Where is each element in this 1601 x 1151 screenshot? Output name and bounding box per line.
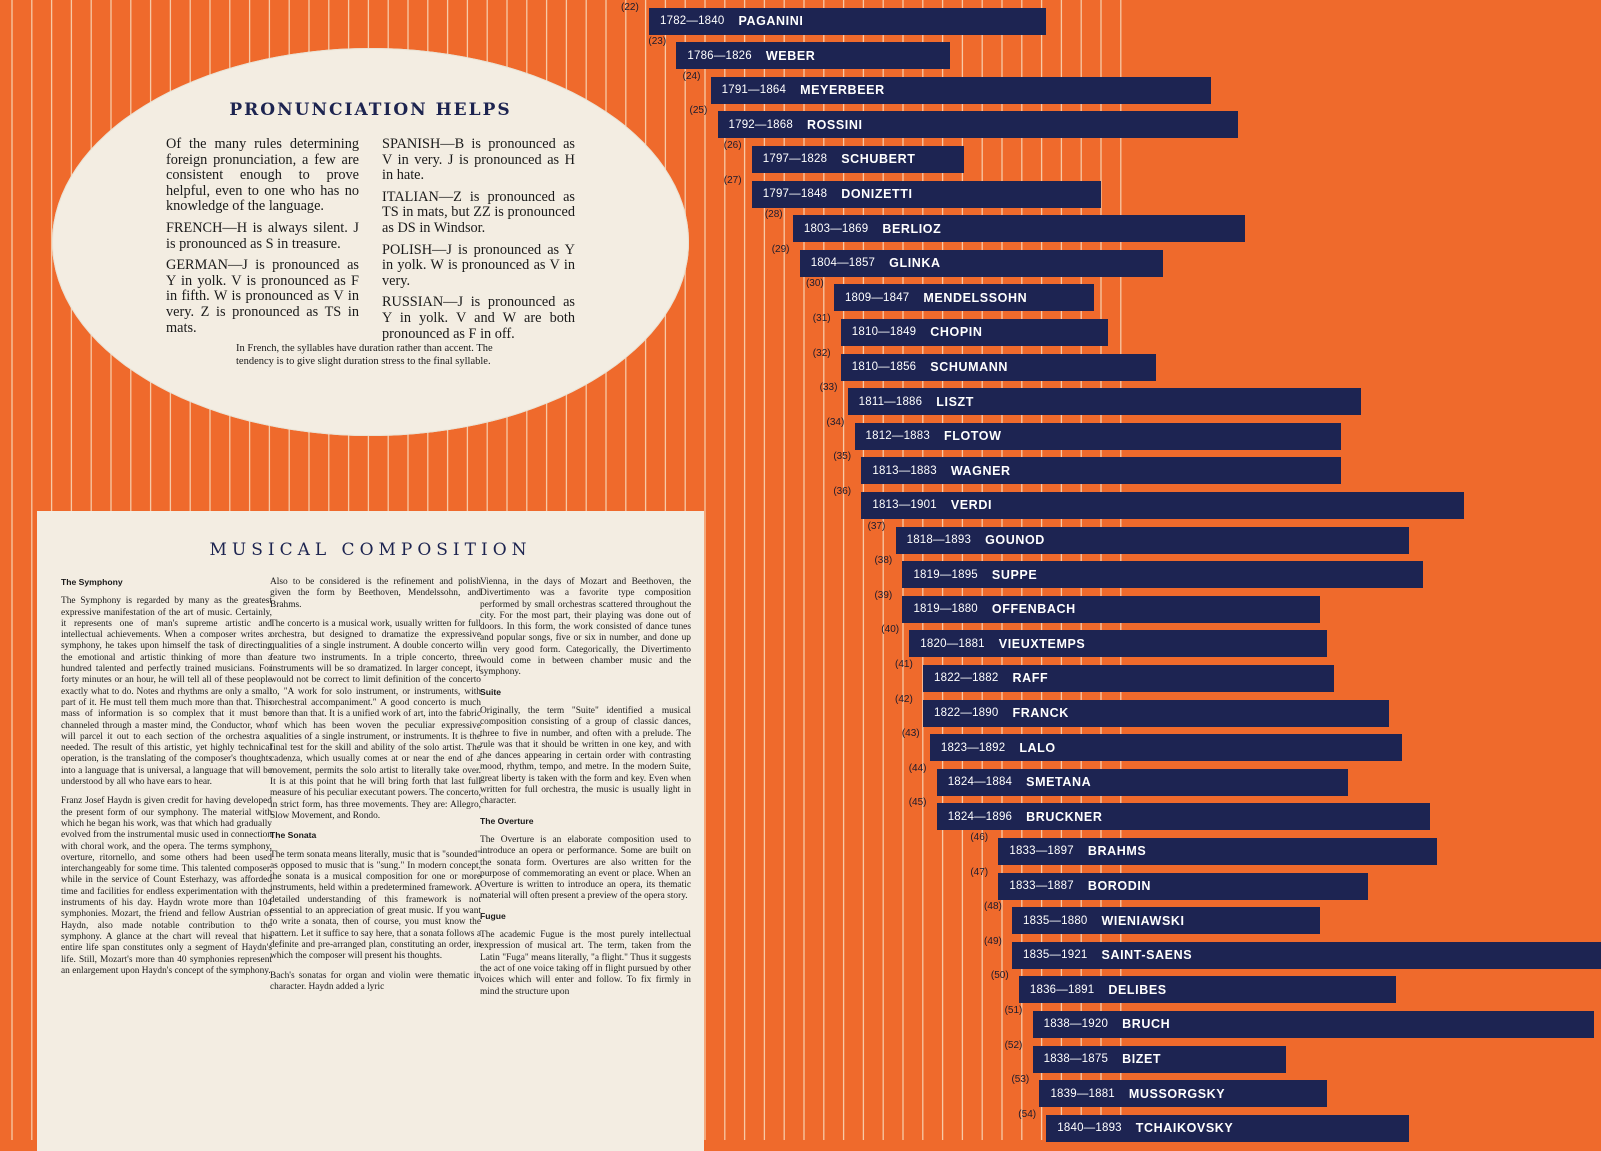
composer-years: 1822—1882 <box>934 672 999 685</box>
composer-rank: (48) <box>984 901 1002 913</box>
composer-years: 1797—1848 <box>762 188 828 200</box>
composer-bar <box>1033 1046 1286 1073</box>
composer-rank: (39) <box>874 589 893 601</box>
composer-name: WAGNER <box>950 463 1011 478</box>
composition-title: MUSICAL COMPOSITION <box>209 540 532 560</box>
composer-rank: (50) <box>990 970 1009 982</box>
composer-rank: (23) <box>648 36 667 48</box>
composer-rank: (52) <box>1004 1039 1023 1051</box>
composer-bar <box>930 734 1403 761</box>
composer-years: 1824—1896 <box>947 810 1013 823</box>
composition-column-1 <box>61 577 272 985</box>
composer-years: 1819—1895 <box>913 568 978 581</box>
pronunciation-title: PRONUNCIATION HELPS <box>229 100 512 120</box>
composer-name: SUPPE <box>991 567 1038 582</box>
pronunciation-polish: POLISH—J is pronounced as Y in yolk. W is pronounced as V in very. <box>382 241 575 289</box>
composer-bar <box>800 250 1163 277</box>
composer-years: 1810—1856 <box>851 361 917 373</box>
composer-years: 1786—1826 <box>687 49 752 62</box>
composer-years: 1791—1864 <box>721 84 787 97</box>
composer-bar <box>923 700 1389 727</box>
composer-rank: (22) <box>621 1 639 13</box>
composer-years: 1824—1884 <box>947 776 1013 789</box>
sonata-paragraph-2: Bach's sonatas for organ and violin were thematic in character. Haydn added a lyric <box>270 970 481 992</box>
composer-name: BERLIOZ <box>882 221 942 236</box>
composer-bar <box>676 42 950 69</box>
heading-symphony: The Symphony <box>61 577 123 587</box>
pronunciation-italian: ITALIAN—Z is pronounced as TS in mats, but ZZ is pronounced as DS in Windsor. <box>382 188 575 236</box>
overture-paragraph: The Overture is an elaborate composition used to introduce an opera or performance. Some are built on the sonata form. Overtures are also written for the purpose of commemorating an event or place. When an Overture is written to introduce an opera, its thematic material will often present a preview of the opera story. <box>480 834 691 902</box>
composer-rank: (40) <box>881 624 900 636</box>
composer-years: 1838—1920 <box>1043 1018 1109 1031</box>
composer-bar <box>841 354 1156 381</box>
heading-overture: The Overture <box>480 815 534 826</box>
composer-bar <box>998 838 1436 865</box>
composer-rank: (24) <box>682 70 701 82</box>
composer-rank: (49) <box>984 935 1002 947</box>
composer-bar <box>923 665 1334 692</box>
composer-name: MEYERBEER <box>800 83 885 98</box>
composer-rank: (35) <box>833 451 852 463</box>
composer-name: BORODIN <box>1087 879 1152 893</box>
composer-rank: (36) <box>833 485 852 497</box>
composer-bar <box>861 457 1341 484</box>
fugue-paragraph: The academic Fugue is the most purely intellectual expression of musical art. The term, taken from the Latin "Fuga" means literally, "a flight." Thus it suggests the act of one voice taking off in flight pursued by other voices which will enter and follow. To fix firmly in mind the structure upon <box>480 930 691 997</box>
composer-name: RAFF <box>1012 671 1049 686</box>
composer-bar <box>752 181 1101 208</box>
composer-bar <box>711 77 1211 104</box>
composition-column-3 <box>480 577 691 1006</box>
composer-name: GLINKA <box>889 256 941 271</box>
composer-name: BRUCKNER <box>1026 809 1103 824</box>
composer-bar <box>902 561 1423 588</box>
composer-years: 1809—1847 <box>844 291 910 304</box>
composer-name: VIEUXTEMPS <box>998 636 1086 651</box>
composer-name: DONIZETTI <box>841 187 913 201</box>
concerto-paragraph-1: Also to be considered is the refinement and polish given the form by Beethoven, Mendelssohn, and Brahms. <box>270 577 481 610</box>
composer-years: 1836—1891 <box>1029 983 1095 996</box>
composer-years: 1804—1857 <box>810 257 876 270</box>
composer-rank: (26) <box>723 139 742 151</box>
composer-bar <box>718 111 1239 138</box>
composer-bar <box>998 873 1368 900</box>
composer-years: 1803—1869 <box>803 222 869 235</box>
composer-rank: (46) <box>970 831 989 843</box>
composer-bar <box>1039 1080 1327 1107</box>
composer-bar <box>937 769 1348 796</box>
composer-rank: (33) <box>819 382 838 394</box>
composer-years: 1810—1849 <box>851 326 917 339</box>
composer-rank: (45) <box>908 797 927 809</box>
composer-rank: (43) <box>901 728 920 740</box>
composer-years: 1811—1886 <box>858 395 923 408</box>
composer-name: MUSSORGSKY <box>1128 1086 1226 1101</box>
composer-name: BIZET <box>1122 1052 1162 1066</box>
composer-years: 1822—1890 <box>934 707 999 719</box>
composer-bar <box>1033 1011 1595 1038</box>
heading-suite: Suite <box>480 686 502 697</box>
composer-years: 1833—1897 <box>1009 845 1074 858</box>
pronunciation-right-column <box>382 137 575 348</box>
composer-name: SAINT-SAENS <box>1101 948 1193 963</box>
composer-name: LALO <box>1019 740 1056 755</box>
composer-name: FLOTOW <box>943 429 1002 444</box>
composition-column-2 <box>270 577 481 1001</box>
composer-rank: (30) <box>805 278 824 290</box>
composer-bar <box>1046 1115 1409 1142</box>
composer-bar <box>834 284 1094 311</box>
composer-bar <box>848 388 1362 415</box>
composer-bar <box>937 803 1430 830</box>
composer-years: 1840—1893 <box>1057 1122 1122 1135</box>
composer-rank: (54) <box>1018 1108 1037 1120</box>
pronunciation-spanish: SPANISH—B is pronounced as V in very. J is pronounced as H in hate. <box>382 136 575 184</box>
composer-years: 1838—1875 <box>1043 1053 1109 1065</box>
suite-paragraph: Originally, the term "Suite" identified a musical composition consisting of a group of classic dances, three to five in number, and often with a prelude. The rule was that it should be written in one key, and with the dances appearing in certain order with contrasting mood, rhythm, tempo, and metre. In the modern Suite, great liberty is taken with the form and key. Even when written for full orchestra, the music is usually light in character. <box>480 705 691 807</box>
divertimento-paragraph: Vienna, in the days of Mozart and Beethoven, the Divertimento was a favorite type composition performed by small orchestras scattered throughout the city. For the most part, their playing was done out of doors. In this form, the work consisted of dance tunes and popular songs, five or six in number, and done up in very good form. Categorically, the Divertimento would come in between chamber music and the symphony. <box>480 577 691 678</box>
composer-rank: (28) <box>764 209 783 221</box>
composer-years: 1835—1880 <box>1023 914 1088 927</box>
pronunciation-german: GERMAN—J is pronounced as Y in yolk. V is pronounced as F in fifth. W is pronounced as V in very. Z is pronounced as TS in mats. <box>166 257 359 336</box>
composer-years: 1839—1881 <box>1050 1087 1115 1100</box>
composer-name: WEBER <box>765 48 816 63</box>
composer-bar <box>896 527 1410 554</box>
composer-years: 1813—1901 <box>872 499 937 512</box>
composer-name: SCHUBERT <box>841 152 916 167</box>
pronunciation-intro: Of the many rules determining foreign pronunciation, a few are consistent enough to prove helpful, even to one who has no knowledge of the language. <box>166 136 359 215</box>
composer-name: CHOPIN <box>930 325 983 340</box>
composer-rank: (41) <box>895 658 913 670</box>
composer-rank: (42) <box>895 693 913 705</box>
composer-bar <box>1012 907 1320 934</box>
composer-bar <box>1019 976 1396 1003</box>
composer-years: 1820—1881 <box>920 637 985 650</box>
composer-bar <box>902 596 1320 623</box>
composer-name: VERDI <box>950 498 993 513</box>
composer-rank: (25) <box>689 105 708 117</box>
composer-name: PAGANINI <box>738 14 804 28</box>
composer-years: 1818—1893 <box>906 534 972 546</box>
composer-bar <box>1012 942 1601 969</box>
composer-name: SCHUMANN <box>930 360 1008 374</box>
composer-rank: (29) <box>771 243 790 255</box>
composer-name: MENDELSSOHN <box>923 290 1028 305</box>
pronunciation-left-column <box>166 137 359 342</box>
composer-bar <box>909 630 1327 657</box>
composer-name: TCHAIKOVSKY <box>1135 1121 1234 1136</box>
composer-bar <box>861 492 1464 519</box>
composer-bar <box>841 319 1108 346</box>
composer-rank: (38) <box>874 555 893 567</box>
composer-name: BRAHMS <box>1087 844 1147 859</box>
composer-name: DELIBES <box>1108 982 1167 997</box>
pronunciation-russian: RUSSIAN—J is pronounced as Y in yolk. V and W are both pronounced as F in off. <box>382 294 575 342</box>
composer-years: 1835—1921 <box>1023 949 1088 962</box>
symphony-paragraph-1: The Symphony is regarded by many as the greatest expressive manifestation of the art of music. Certainly, it represents one of man's supreme artistic and intellectual achievements. When a composer writes a symphony, he takes upon himself the task of directing the emotional and artistic thinking of more than a hundred talented and perfectly trained musicians. For forty minutes or an hour, he will tell all of these people exactly what to do. Notes and rhythms are only a small part of it. He must tell them much more than that. This mass of information is so complex that it must be channeled through a master mind, the Conductor, who will parcel it out to each section of the orchestra as needed. The result of this artistic, yet highly technical operation, is the translating of the composer's thoughts into a language that is universal, a language that will be understood by all who have ears to hear. <box>61 596 272 788</box>
heading-fugue: Fugue <box>480 910 506 921</box>
composer-name: SMETANA <box>1026 775 1092 790</box>
composer-name: OFFENBACH <box>991 602 1076 617</box>
composer-rank: (44) <box>908 762 927 774</box>
composer-years: 1782—1840 <box>660 15 725 27</box>
sonata-paragraph-1: The term sonata means literally, music that is "sounded" as opposed to music that is "sung." In modern concept, the sonata is a musical composition for one or more instruments, held within a predetermined framework. A detailed understanding of this framework is not essential to an appreciation of great music. If you want to write a sonata, then of course, you must know the pattern. Let it suffice to say here, that a sonata follows a definite and pre-arranged plan, constituting an order, in which the composer will present his thoughts. <box>270 849 481 962</box>
composer-rank: (51) <box>1004 1004 1023 1016</box>
heading-sonata: The Sonata <box>270 830 317 841</box>
pronunciation-note: In French, the syllables have duration rather than accent. The tendency is to give slight duration stress to the final syllable. <box>236 343 493 367</box>
composer-rank: (37) <box>867 520 886 532</box>
composer-bar <box>752 146 964 173</box>
composer-years: 1792—1868 <box>728 118 793 131</box>
composer-years: 1813—1883 <box>872 464 937 477</box>
composer-rank: (53) <box>1011 1074 1030 1086</box>
composer-years: 1833—1887 <box>1009 880 1074 892</box>
composer-rank: (34) <box>826 416 845 428</box>
composer-name: BRUCH <box>1122 1017 1171 1032</box>
composer-bar <box>649 8 1046 35</box>
composer-name: WIENIAWSKI <box>1101 913 1185 928</box>
composer-rank: (31) <box>812 312 831 324</box>
composer-years: 1819—1880 <box>913 603 978 616</box>
pronunciation-french: FRENCH—H is always silent. J is pronounced as S in treasure. <box>166 219 359 252</box>
symphony-paragraph-2: Franz Josef Haydn is given credit for having developed the present form of our symphony. The material with which he began his work, was that which had gradually evolved from the instrumental music used in connection with choral work, and the opera. The terms symphony, overture, ritornello, and some others had been used interchangeably for some time. This talented composer, while in the service of Count Esterhazy, was afforded time and facilities for endless experimentation with the instruments of his day. Haydn wrote more than 104 symphonies. Mozart, the friend and fellow Austrian of Haydn, also made notable contribution to the symphony. A glance at the chart will reveal that his entire life span constitutes only a segment of Haydn's life. Still, Mozart's more than 40 symphonies represent an enlargement upon Haydn's concept of the symphony. <box>61 796 272 976</box>
composer-bar <box>855 423 1341 450</box>
composer-name: ROSSINI <box>806 117 863 132</box>
composer-years: 1812—1883 <box>865 430 930 443</box>
composer-name: GOUNOD <box>985 533 1045 547</box>
composer-rank: (47) <box>970 866 989 878</box>
composer-name: FRANCK <box>1012 706 1069 720</box>
composer-years: 1823—1892 <box>940 741 1006 754</box>
composer-bar <box>793 215 1245 242</box>
composer-rank: (32) <box>812 347 831 359</box>
concerto-paragraph-2: The concerto is a musical work, usually written for full orchestra, but designed to dramatize the expressive qualities of a single instrument. A double concerto will feature two instruments. In a triple concerto, three instruments will be so dramatized. In larger concept, it would not be correct to limit definition of the concerto to, "A work for solo instrument, or instruments, with orchestral accompaniment." A good concerto is much more than that. It is a unified work of art, into the fabric of which has been woven the peculiar expressive qualities of a single instrument, or instruments. It is the final test for the skill and ability of the solo artist. The cadenza, which usually comes at or near the end of a movement, permits the solo artist to literally take over. It is at this point that he will bring forth that last full measure of his peculiar executant powers. The concerto, in strict form, has three movements. They are: Allegro, Slow Movement, and Rondo. <box>270 618 481 821</box>
composer-name: LISZT <box>936 394 974 409</box>
composer-rank: (27) <box>723 174 742 186</box>
composer-years: 1797—1828 <box>762 153 828 166</box>
